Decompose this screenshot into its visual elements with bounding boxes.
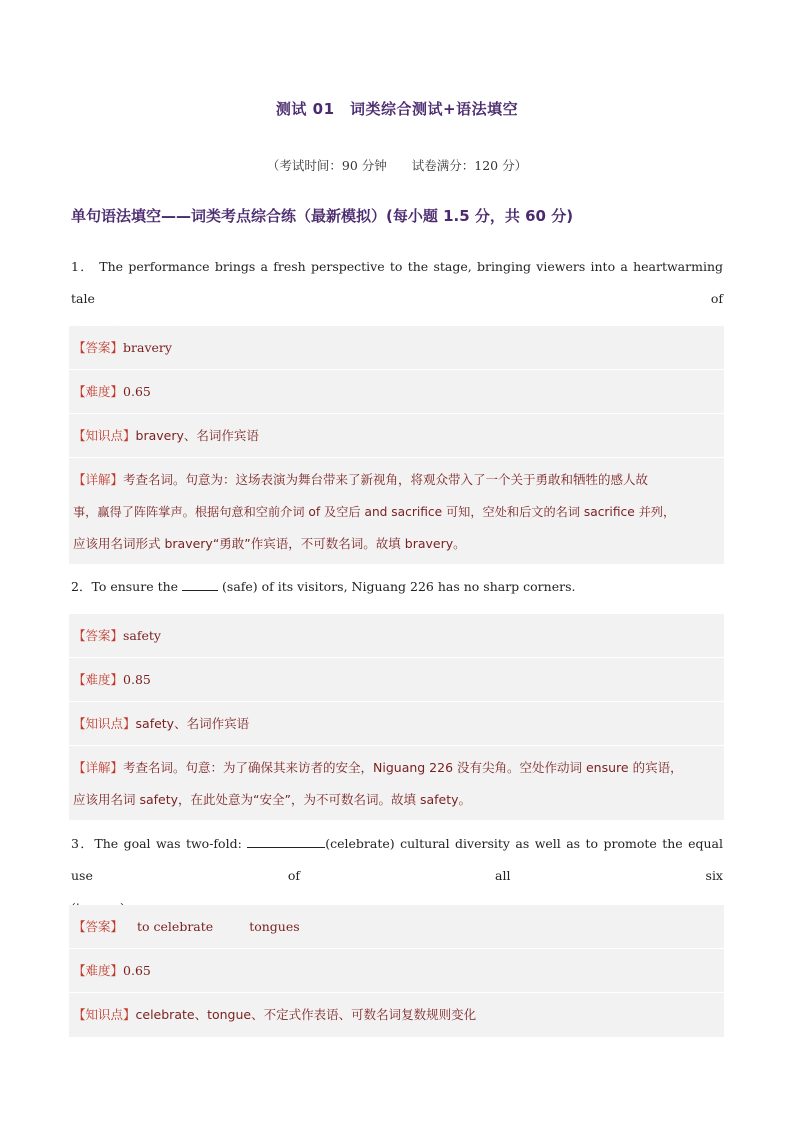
- difficulty-value: 0.85: [123, 671, 151, 687]
- answer-row: [69, 905, 724, 949]
- difficulty-row: [69, 370, 724, 414]
- answer-label: 【答案】: [73, 627, 124, 643]
- question-1-line-1: 1． The performance brings a fresh perspective to the stage, bringing viewers into a heartwarming tale of: [71, 259, 723, 306]
- answer-row: [69, 326, 724, 370]
- question-2-solution: [69, 614, 724, 821]
- answer-value-1: to celebrate: [137, 918, 214, 934]
- detail-line-1: 考查名词。句意：为了确保其来访者的安全，Niguang 226 没有尖角。空处作动词 ensure 的宾语，: [123, 760, 683, 775]
- difficulty-row: [69, 658, 724, 702]
- answer-value: bravery: [123, 339, 172, 355]
- detail-label: 【详解】: [73, 472, 124, 487]
- detail-row: [69, 746, 724, 821]
- knowledge-label: 【知识点】: [73, 715, 136, 731]
- detail-line-1: 考查名词。句意为：这场表演为舞台带来了新视角，将观众带入了一个关于勇敢和牺牲的感人故: [123, 472, 649, 487]
- question-2: [71, 571, 723, 603]
- exam-info: （考试时间：90 分钟 试卷满分：120 分）: [266, 158, 528, 173]
- detail-line-3: 应该用名词形式 bravery“勇敢”作宾语，不可数名词。故填 bravery。: [73, 536, 466, 551]
- page-title: 测试 01 词类综合测试+语法填空: [275, 100, 519, 118]
- knowledge-value: safety、名词作宾语: [135, 715, 250, 731]
- knowledge-label: 【知识点】: [73, 427, 136, 443]
- detail-label: 【详解】: [73, 760, 124, 775]
- difficulty-label: 【难度】: [73, 383, 124, 399]
- answer-value: safety: [123, 627, 161, 643]
- difficulty-label: 【难度】: [73, 962, 124, 978]
- detail-line-2: 应该用名词 safety，在此处意为“安全”，为不可数名词。故填 safety。: [73, 792, 472, 807]
- answer-label: 【答案】: [73, 339, 124, 355]
- answer-label: 【答案】: [73, 918, 124, 934]
- knowledge-row: [69, 993, 724, 1037]
- question-2-before: 2．To ensure the: [71, 579, 179, 594]
- question-2-after: (safe) of its visitors, Niguang 226 has no sharp corners.: [222, 579, 576, 594]
- knowledge-row: [69, 702, 724, 746]
- detail-row: [69, 458, 724, 565]
- answer-blank: [247, 833, 325, 848]
- answer-row: [69, 614, 724, 658]
- answer-value-2: tongues: [249, 918, 300, 934]
- difficulty-label: 【难度】: [73, 671, 124, 687]
- question-3-before: 3．The goal was two-fold:: [71, 836, 242, 851]
- difficulty-value: 0.65: [123, 383, 151, 399]
- knowledge-label: 【知识点】: [73, 1007, 136, 1022]
- knowledge-value: celebrate、tongue、不定式作表语、可数名词复数规则变化: [135, 1007, 477, 1022]
- section-heading: 单句语法填空——词类考点综合练（最新模拟）(每小题 1.5 分，共 60 分): [71, 207, 574, 225]
- question-3-after: (celebrate) cultural diversity as well as to promote the equal use of all six: [71, 836, 724, 883]
- question-3-solution: [69, 905, 724, 1037]
- difficulty-row: [69, 949, 724, 993]
- question-1-solution: [69, 326, 724, 565]
- knowledge-value: bravery、名词作宾语: [135, 427, 259, 443]
- difficulty-value: 0.65: [123, 962, 151, 978]
- detail-line-2: 事，赢得了阵阵掌声。根据句意和空前介词 of 及空后 and sacrifice 可知，空处和后文的名词 sacrifice 并列，: [73, 505, 676, 519]
- answer-blank: [182, 576, 218, 591]
- knowledge-row: [69, 414, 724, 458]
